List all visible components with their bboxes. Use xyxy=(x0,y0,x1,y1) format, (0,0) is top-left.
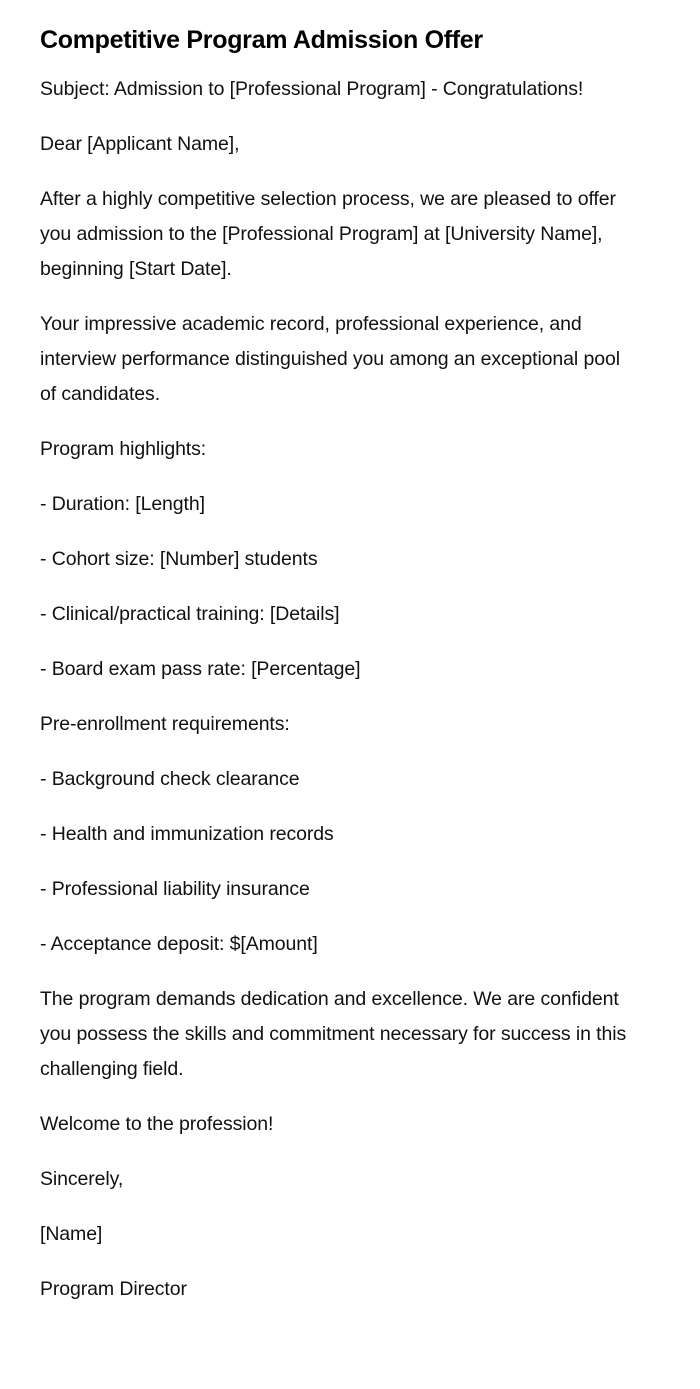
signer-title: Program Director xyxy=(40,1278,187,1300)
welcome-line: Welcome to the profession! xyxy=(40,1113,274,1135)
closing-paragraph: The program demands dedication and excellence. We are confident you possess the skills and commitment necessary for success in this challenging field. xyxy=(40,988,627,1080)
signoff: Sincerely, xyxy=(40,1168,124,1190)
highlight-item: - Clinical/practical training: [Details] xyxy=(40,603,340,625)
subject-line: Subject: Admission to [Professional Program] - Congratulations! xyxy=(40,78,584,100)
salutation: Dear [Applicant Name], xyxy=(40,133,240,155)
requirement-item: - Health and immunization records xyxy=(40,823,334,845)
highlights-heading: Program highlights: xyxy=(40,438,207,460)
intro-paragraph: After a highly competitive selection process, we are pleased to offer you admission to the [Professional Program] at [University Name], beginning [Start Date]. xyxy=(40,188,616,280)
requirement-item: - Background check clearance xyxy=(40,768,300,790)
merit-paragraph: Your impressive academic record, professional experience, and interview performance distinguished you among an exceptional pool of candidates. xyxy=(40,313,620,405)
highlight-item: - Cohort size: [Number] students xyxy=(40,548,318,570)
requirement-item: - Professional liability insurance xyxy=(40,878,310,900)
document-title: Competitive Program Admission Offer xyxy=(40,26,483,54)
requirements-heading: Pre-enrollment requirements: xyxy=(40,713,290,735)
signer-name: [Name] xyxy=(40,1223,103,1245)
highlight-item: - Duration: [Length] xyxy=(40,493,205,515)
requirement-item: - Acceptance deposit: $[Amount] xyxy=(40,933,318,955)
highlight-item: - Board exam pass rate: [Percentage] xyxy=(40,658,361,680)
